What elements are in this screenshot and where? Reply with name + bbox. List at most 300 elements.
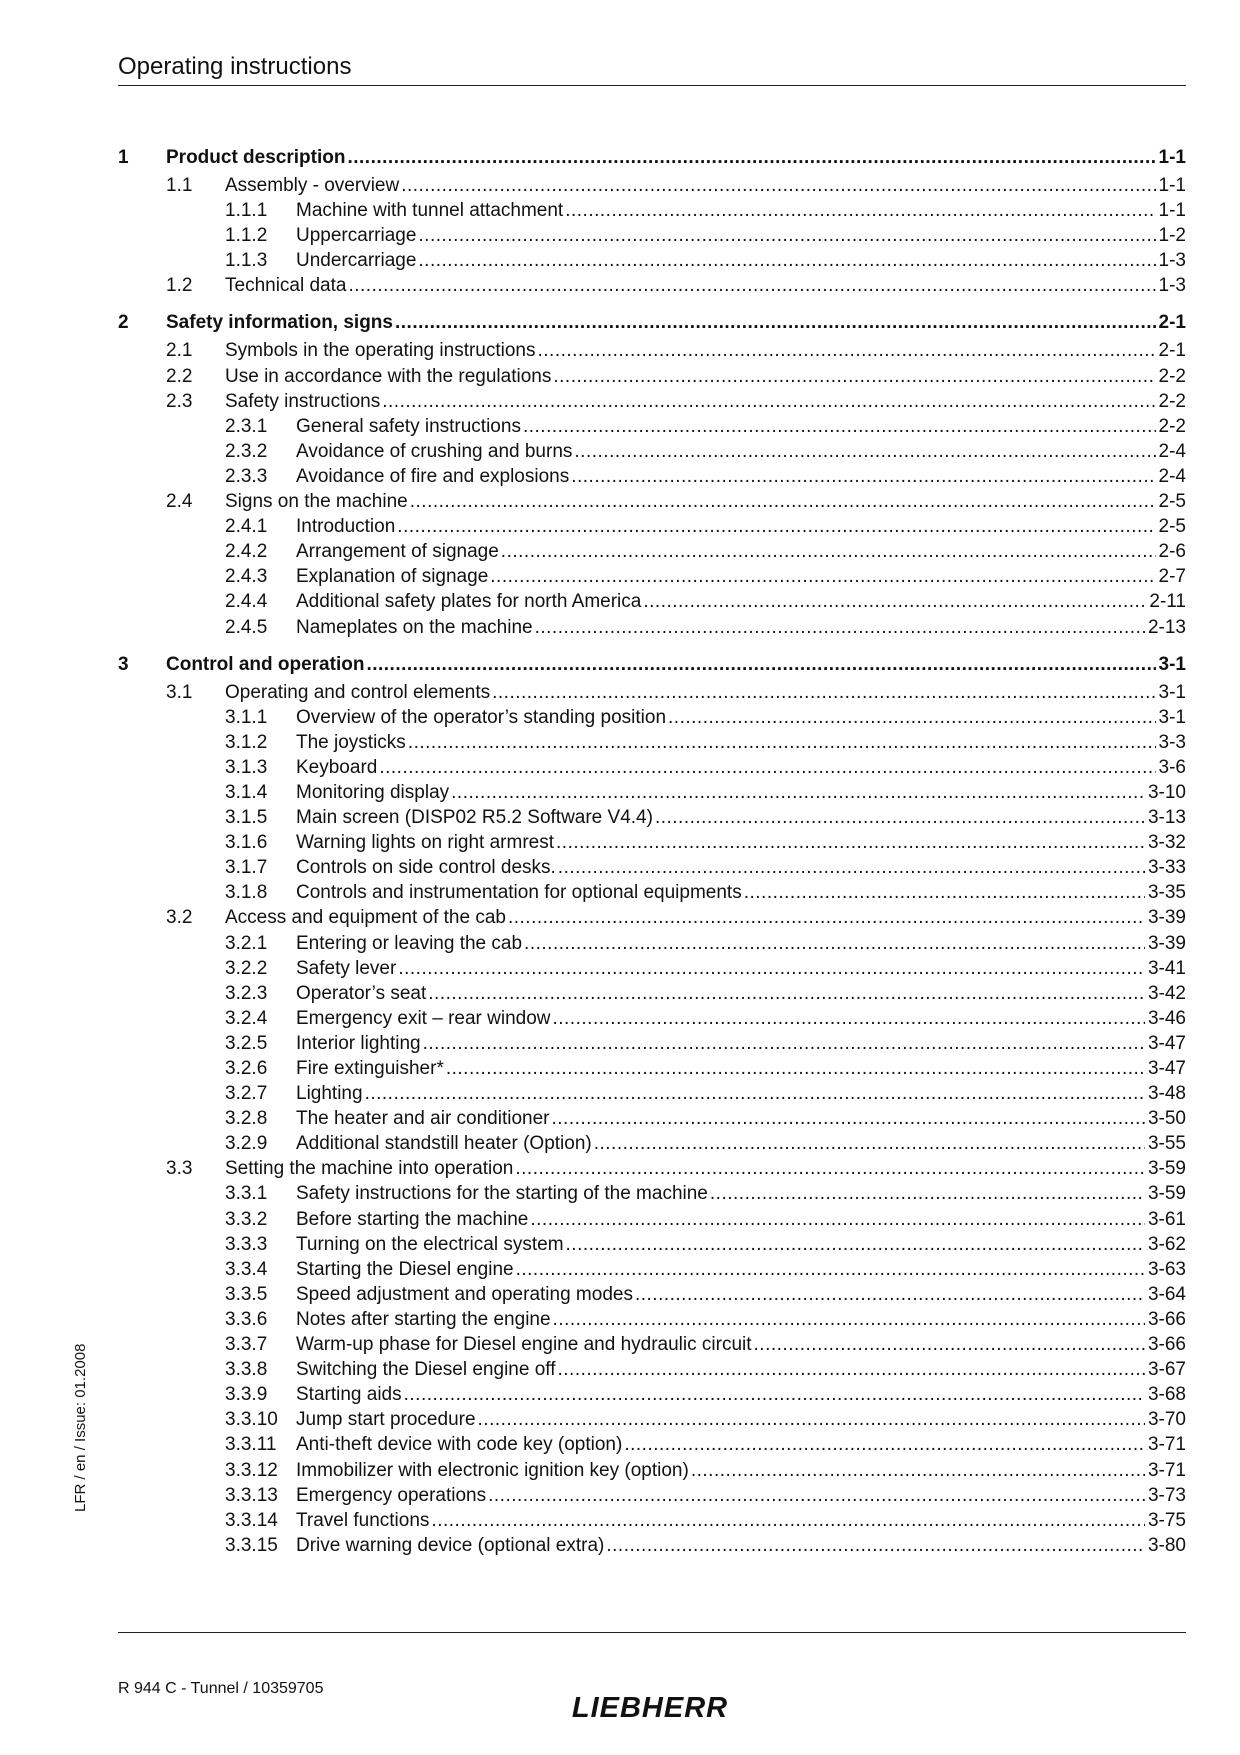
toc-title: Safety instructions xyxy=(225,390,381,412)
toc-entry-line xyxy=(296,1357,1186,1382)
toc-number: 2.4.5 xyxy=(225,616,268,638)
toc-number: 2.3 xyxy=(166,390,193,412)
toc-number: 3 xyxy=(118,653,129,675)
toc-entry-line xyxy=(296,1432,1186,1457)
toc-entry[interactable] xyxy=(118,615,1186,640)
toc-number: 2.4 xyxy=(166,491,193,513)
toc-entry[interactable] xyxy=(118,223,1186,248)
toc-title: Operating and control elements xyxy=(225,681,491,703)
toc-title: Speed adjustment and operating modes xyxy=(296,1283,633,1305)
toc-entry-line xyxy=(296,1458,1186,1483)
toc-dot-leader xyxy=(365,1081,1145,1106)
toc-entry[interactable] xyxy=(118,414,1186,439)
toc-page-number: 3-59 xyxy=(1147,1158,1186,1180)
toc-title: Main screen (DISP02 R5.2 Software V4.4) xyxy=(296,807,653,829)
toc-page-number: 1-3 xyxy=(1158,250,1186,272)
toc-page-number: 3-1 xyxy=(1158,681,1186,703)
toc-page-number: 2-5 xyxy=(1158,516,1186,538)
toc-entry-line xyxy=(296,931,1186,956)
toc-dot-leader xyxy=(401,173,1155,198)
toc-entry-line xyxy=(296,705,1186,730)
toc-title: Signs on the machine xyxy=(225,491,408,513)
toc-number: 3.1.2 xyxy=(225,731,268,753)
toc-title: Keyboard xyxy=(296,756,378,778)
toc-dot-leader xyxy=(556,830,1145,855)
toc-page-number: 3-1 xyxy=(1158,653,1186,675)
toc-dot-leader xyxy=(523,414,1156,439)
toc-page-number: 1-1 xyxy=(1158,200,1186,222)
toc-entry[interactable] xyxy=(118,338,1186,363)
toc-number: 1.1.1 xyxy=(225,200,268,222)
toc-entry-line xyxy=(225,1156,1186,1181)
toc-title: Warning lights on right armrest xyxy=(296,832,555,854)
toc-entry[interactable] xyxy=(118,805,1186,830)
toc-number: 3.1.8 xyxy=(225,882,268,904)
toc-number: 3.3.14 xyxy=(225,1509,278,1531)
toc-number: 2.1 xyxy=(166,340,193,362)
toc-entry[interactable] xyxy=(118,308,1186,338)
toc-page-number: 3-50 xyxy=(1147,1108,1186,1130)
toc-title: Anti-theft device with code key (option) xyxy=(296,1434,623,1456)
toc-entry[interactable] xyxy=(118,1106,1186,1131)
toc-entry[interactable] xyxy=(118,1131,1186,1156)
toc-entry-line xyxy=(296,198,1186,223)
toc-entry-line xyxy=(225,489,1186,514)
toc-entry[interactable] xyxy=(118,489,1186,514)
toc-title: Controls on side control desks. xyxy=(296,857,556,879)
toc-title: Uppercarriage xyxy=(296,225,417,247)
toc-entry-line xyxy=(296,439,1186,464)
toc-number: 1.1 xyxy=(166,175,193,196)
toc-page-number: 3-59 xyxy=(1147,1183,1186,1205)
toc-entry-line xyxy=(296,1307,1186,1332)
toc-title: Emergency operations xyxy=(296,1484,487,1506)
toc-title: Switching the Diesel engine off xyxy=(296,1359,556,1381)
toc-entry-line xyxy=(296,730,1186,755)
toc-page-number: 2-11 xyxy=(1149,591,1186,613)
toc-page-number: 3-68 xyxy=(1147,1384,1186,1406)
toc-page-number: 3-63 xyxy=(1147,1258,1186,1280)
toc-entry[interactable] xyxy=(118,956,1186,981)
toc-entry[interactable] xyxy=(118,564,1186,589)
toc-entry-line xyxy=(296,223,1186,248)
toc-dot-leader xyxy=(397,514,1155,539)
toc-entry-line xyxy=(296,830,1186,855)
toc-dot-leader xyxy=(451,780,1145,805)
liebherr-logo xyxy=(554,1692,746,1722)
toc-entry-line xyxy=(296,248,1186,273)
toc-entry-line xyxy=(296,1056,1186,1081)
toc-entry[interactable] xyxy=(118,1307,1186,1332)
toc-entry-line xyxy=(296,880,1186,905)
toc-number: 2.3.1 xyxy=(225,415,268,437)
toc-entry-line xyxy=(296,464,1186,489)
toc-dot-leader xyxy=(606,1533,1145,1558)
toc-page-number: 2-4 xyxy=(1158,465,1186,487)
toc-dot-leader xyxy=(691,1458,1145,1483)
toc-entry-line xyxy=(296,1181,1186,1206)
toc-number: 3.2.4 xyxy=(225,1007,268,1029)
toc-dot-leader xyxy=(488,1483,1145,1508)
footer-rule xyxy=(118,1632,1186,1633)
toc-page-number: 3-71 xyxy=(1147,1459,1186,1481)
toc-entry[interactable] xyxy=(118,1382,1186,1407)
toc-title: Access and equipment of the cab xyxy=(225,907,506,929)
toc-entry[interactable] xyxy=(118,1156,1186,1181)
toc-page-number: 3-55 xyxy=(1147,1133,1186,1155)
toc-dot-leader xyxy=(553,1006,1145,1031)
toc-page-number: 2-2 xyxy=(1158,415,1186,437)
toc-entry[interactable] xyxy=(118,539,1186,564)
toc-dot-leader xyxy=(382,389,1155,414)
toc-entry-line xyxy=(296,1332,1186,1357)
toc-entry[interactable] xyxy=(118,880,1186,905)
toc-page-number: 3-6 xyxy=(1158,756,1186,778)
toc-number: 3.1.4 xyxy=(225,781,268,803)
toc-entry[interactable] xyxy=(118,705,1186,730)
toc-entry[interactable] xyxy=(118,514,1186,539)
toc-title: General safety instructions xyxy=(296,415,521,437)
toc-entry-line xyxy=(296,414,1186,439)
toc-page-number: 3-67 xyxy=(1147,1359,1186,1381)
toc-entry-line xyxy=(296,615,1186,640)
toc-page-number: 2-1 xyxy=(1158,312,1186,334)
toc-dot-leader xyxy=(594,1131,1145,1156)
toc-entry-line xyxy=(166,650,1186,680)
toc-entry[interactable] xyxy=(118,389,1186,414)
toc-entry[interactable] xyxy=(118,650,1186,680)
toc-page-number: 3-13 xyxy=(1147,807,1186,829)
toc-number: 3.3.6 xyxy=(225,1308,268,1330)
toc-number: 3.1.5 xyxy=(225,807,268,829)
toc-entry[interactable] xyxy=(118,905,1186,930)
toc-title: Starting the Diesel engine xyxy=(296,1258,514,1280)
toc-page-number: 3-39 xyxy=(1147,932,1186,954)
toc-entry[interactable] xyxy=(118,1081,1186,1106)
toc-page-number: 2-2 xyxy=(1158,365,1186,387)
toc-dot-leader xyxy=(571,464,1155,489)
toc-title: Use in accordance with the regulations xyxy=(225,365,552,387)
toc-number: 2.4.2 xyxy=(225,541,268,563)
toc-entry-line xyxy=(296,755,1186,780)
toc-number: 3.1.1 xyxy=(225,706,268,728)
toc-entry-line xyxy=(296,1508,1186,1533)
toc-entry[interactable] xyxy=(118,855,1186,880)
toc-page-number: 3-61 xyxy=(1147,1208,1186,1230)
toc-dot-leader xyxy=(744,880,1145,905)
toc-entry-line xyxy=(296,1031,1186,1056)
toc-number: 1 xyxy=(118,147,129,168)
toc-title: Machine with tunnel attachment xyxy=(296,200,564,222)
toc-number: 2.3.3 xyxy=(225,465,268,487)
toc-dot-leader xyxy=(431,1508,1145,1533)
toc-number: 2.2 xyxy=(166,365,193,387)
toc-number: 3.2.8 xyxy=(225,1108,268,1130)
toc-entry-line xyxy=(166,308,1186,338)
toc-entry-line xyxy=(225,364,1186,389)
toc-entry-line xyxy=(296,1131,1186,1156)
toc-entry[interactable] xyxy=(118,1056,1186,1081)
toc-page-number: 3-66 xyxy=(1147,1308,1186,1330)
toc-entry[interactable] xyxy=(118,464,1186,489)
toc-page-number: 1-3 xyxy=(1158,275,1186,297)
toc-dot-leader xyxy=(552,1106,1145,1131)
toc-dot-leader xyxy=(446,1056,1145,1081)
toc-number: 3.3.13 xyxy=(225,1484,278,1506)
toc-entry-line xyxy=(296,1106,1186,1131)
toc-dot-leader xyxy=(535,615,1145,640)
toc-page-number: 3-47 xyxy=(1147,1058,1186,1079)
toc-number: 3.3.2 xyxy=(225,1208,268,1230)
toc-page-number: 3-47 xyxy=(1147,1032,1186,1054)
toc-entry-line xyxy=(296,1006,1186,1031)
toc-number: 2.4.4 xyxy=(225,591,268,613)
toc-entry[interactable] xyxy=(118,1432,1186,1457)
toc-number: 3.2 xyxy=(166,907,193,929)
toc-entry[interactable] xyxy=(118,1257,1186,1282)
toc-entry-line xyxy=(225,680,1186,705)
toc-dot-leader xyxy=(398,956,1145,981)
toc-entry[interactable] xyxy=(118,1006,1186,1031)
toc-title: Drive warning device (optional extra) xyxy=(296,1534,605,1556)
toc-page-number: 2-2 xyxy=(1158,390,1186,412)
toc-dot-leader xyxy=(418,248,1155,273)
toc-number: 1.2 xyxy=(166,275,193,297)
toc-dot-leader xyxy=(348,273,1155,298)
issue-label: LFR / en / Issue: 01.2008 xyxy=(72,1343,89,1512)
toc-number: 3.3.3 xyxy=(225,1233,268,1255)
toc-title: Safety instructions for the starting of the machine xyxy=(296,1183,708,1205)
toc-title: Undercarriage xyxy=(296,250,417,272)
toc-page-number: 3-46 xyxy=(1147,1007,1186,1029)
toc-title: Additional safety plates for north America xyxy=(296,591,642,613)
toc-entry[interactable] xyxy=(118,439,1186,464)
toc-title: Warm-up phase for Diesel engine and hydraulic circuit xyxy=(296,1334,752,1356)
toc-page-number: 2-5 xyxy=(1158,491,1186,513)
toc-page-number: 2-1 xyxy=(1158,340,1186,362)
toc-dot-leader xyxy=(492,680,1155,705)
toc-page-number: 2-13 xyxy=(1147,616,1186,638)
toc-page-number: 2-4 xyxy=(1158,440,1186,462)
toc-number: 3.3.7 xyxy=(225,1334,268,1356)
toc-title: Immobilizer with electronic ignition key (option) xyxy=(296,1459,689,1481)
toc-title: Controls and instrumentation for optional equipments xyxy=(296,882,742,904)
toc-entry[interactable] xyxy=(118,1407,1186,1432)
toc-page-number: 3-75 xyxy=(1147,1509,1186,1531)
toc-number: 3.2.9 xyxy=(225,1133,268,1155)
toc-entry-line xyxy=(296,805,1186,830)
toc-entry[interactable] xyxy=(118,143,1186,173)
toc-entry-line xyxy=(296,564,1186,589)
toc-dot-leader xyxy=(754,1332,1145,1357)
toc-entry[interactable] xyxy=(118,755,1186,780)
toc-number: 1.1.3 xyxy=(225,250,268,272)
toc-page-number: 3-64 xyxy=(1147,1283,1186,1305)
toc-title: Emergency exit – rear window xyxy=(296,1007,551,1029)
toc-dot-leader xyxy=(530,1207,1145,1232)
page-title: Operating instructions xyxy=(118,53,352,80)
toc-dot-leader xyxy=(404,1382,1145,1407)
table-of-contents xyxy=(118,143,1186,1558)
toc-entry[interactable] xyxy=(118,589,1186,614)
toc-title: Product description xyxy=(166,147,346,168)
toc-entry-line xyxy=(296,1232,1186,1257)
toc-title: Control and operation xyxy=(166,653,365,675)
toc-title: Nameplates on the machine xyxy=(296,616,533,638)
toc-page-number: 3-33 xyxy=(1147,857,1186,879)
toc-page-number: 3-39 xyxy=(1147,907,1186,929)
toc-entry[interactable] xyxy=(118,730,1186,755)
toc-entry[interactable] xyxy=(118,1181,1186,1206)
toc-entry-line xyxy=(296,1483,1186,1508)
toc-entry[interactable] xyxy=(118,1508,1186,1533)
toc-page-number: 3-66 xyxy=(1147,1334,1186,1356)
toc-entry[interactable] xyxy=(118,1357,1186,1382)
toc-dot-leader xyxy=(668,705,1156,730)
toc-title: Before starting the machine xyxy=(296,1208,529,1230)
toc-page-number: 3-70 xyxy=(1147,1409,1186,1431)
toc-page-number: 1-2 xyxy=(1158,225,1186,247)
toc-entry[interactable] xyxy=(118,1458,1186,1483)
toc-title: Explanation of signage xyxy=(296,566,489,588)
toc-dot-leader xyxy=(710,1181,1145,1206)
toc-number: 3.1.6 xyxy=(225,832,268,854)
toc-number: 1.1.2 xyxy=(225,225,268,247)
toc-entry[interactable] xyxy=(118,830,1186,855)
toc-title: Avoidance of crushing and burns xyxy=(296,440,573,462)
toc-entry[interactable] xyxy=(118,1031,1186,1056)
toc-dot-leader xyxy=(624,1432,1145,1457)
toc-entry-line xyxy=(225,905,1186,930)
toc-entry-line xyxy=(296,855,1186,880)
toc-title: Introduction xyxy=(296,516,396,538)
toc-page-number: 3-62 xyxy=(1147,1233,1186,1255)
toc-dot-leader xyxy=(538,338,1156,363)
toc-dot-leader xyxy=(501,539,1156,564)
toc-number: 3.3 xyxy=(166,1158,193,1180)
toc-entry[interactable] xyxy=(118,1332,1186,1357)
toc-page-number: 3-10 xyxy=(1147,781,1186,803)
toc-number: 3.3.10 xyxy=(225,1409,278,1431)
toc-entry-line xyxy=(296,1407,1186,1432)
toc-entry-line xyxy=(166,143,1186,173)
toc-title: Overview of the operator’s standing position xyxy=(296,706,667,728)
toc-entry-line xyxy=(296,1081,1186,1106)
toc-number: 3.2.7 xyxy=(225,1083,268,1105)
toc-dot-leader xyxy=(508,905,1145,930)
toc-entry[interactable] xyxy=(118,1533,1186,1558)
toc-dot-leader xyxy=(574,439,1155,464)
toc-number: 3.2.3 xyxy=(225,982,268,1004)
toc-entry-line xyxy=(296,514,1186,539)
toc-dot-leader xyxy=(553,364,1155,389)
toc-page-number: 3-41 xyxy=(1147,957,1186,979)
toc-dot-leader xyxy=(565,198,1155,223)
toc-page-number: 3-48 xyxy=(1147,1083,1186,1105)
toc-page-number: 1-1 xyxy=(1158,147,1186,168)
header-rule xyxy=(118,85,1186,86)
toc-entry-line xyxy=(296,539,1186,564)
toc-dot-leader xyxy=(428,981,1145,1006)
toc-page-number: 3-32 xyxy=(1147,832,1186,854)
toc-entry-line xyxy=(225,173,1186,198)
toc-title: Assembly - overview xyxy=(225,175,400,196)
toc-page-number: 2-6 xyxy=(1158,541,1186,563)
toc-dot-leader xyxy=(516,1257,1145,1282)
toc-number: 3.3.12 xyxy=(225,1459,278,1481)
toc-dot-leader xyxy=(395,308,1156,338)
toc-entry[interactable] xyxy=(118,273,1186,298)
toc-entry[interactable] xyxy=(118,780,1186,805)
logo-text: LIEBHERR xyxy=(571,1692,729,1722)
toc-dot-leader xyxy=(655,805,1145,830)
toc-number: 3.3.15 xyxy=(225,1534,278,1556)
toc-page-number: 3-71 xyxy=(1147,1434,1186,1456)
toc-entry-line xyxy=(296,1257,1186,1282)
toc-title: Safety lever xyxy=(296,957,397,979)
toc-dot-leader xyxy=(408,730,1156,755)
toc-title: Additional standstill heater (Option) xyxy=(296,1133,592,1155)
toc-entry-line xyxy=(296,1382,1186,1407)
toc-entry[interactable] xyxy=(118,931,1186,956)
toc-number: 3.2.1 xyxy=(225,932,268,954)
toc-dot-leader xyxy=(379,755,1155,780)
toc-entry[interactable] xyxy=(118,1483,1186,1508)
toc-dot-leader xyxy=(558,855,1145,880)
toc-entry-line xyxy=(225,389,1186,414)
toc-title: Turning on the electrical system xyxy=(296,1233,564,1255)
toc-entry[interactable] xyxy=(118,680,1186,705)
toc-entry[interactable] xyxy=(118,981,1186,1006)
toc-entry[interactable] xyxy=(118,1207,1186,1232)
toc-number: 3.1 xyxy=(166,681,193,703)
toc-number: 3.3.5 xyxy=(225,1283,268,1305)
toc-title: Symbols in the operating instructions xyxy=(225,340,536,362)
toc-number: 2.4.3 xyxy=(225,566,268,588)
toc-entry-line xyxy=(296,1533,1186,1558)
toc-entry-line xyxy=(296,589,1186,614)
toc-title: Interior lighting xyxy=(296,1032,421,1054)
toc-dot-leader xyxy=(524,931,1145,956)
toc-dot-leader xyxy=(423,1031,1145,1056)
toc-title: Avoidance of fire and explosions xyxy=(296,465,570,487)
toc-entry[interactable] xyxy=(118,173,1186,198)
toc-title: Travel functions xyxy=(296,1509,430,1531)
toc-number: 3.1.3 xyxy=(225,756,268,778)
toc-entry[interactable] xyxy=(118,364,1186,389)
toc-number: 3.2.5 xyxy=(225,1032,268,1054)
toc-entry-line xyxy=(296,1282,1186,1307)
toc-entry-line xyxy=(296,956,1186,981)
toc-number: 2.4.1 xyxy=(225,516,268,538)
toc-number: 3.3.8 xyxy=(225,1359,268,1381)
toc-title: Arrangement of signage xyxy=(296,541,499,563)
toc-entry[interactable] xyxy=(118,198,1186,223)
toc-page-number: 3-1 xyxy=(1158,706,1186,728)
toc-entry[interactable] xyxy=(118,1282,1186,1307)
toc-dot-leader xyxy=(418,223,1155,248)
toc-dot-leader xyxy=(635,1282,1145,1307)
toc-dot-leader xyxy=(490,564,1155,589)
toc-title: Monitoring display xyxy=(296,781,450,803)
toc-entry[interactable] xyxy=(118,248,1186,273)
toc-number: 3.3.4 xyxy=(225,1258,268,1280)
toc-title: Notes after starting the engine xyxy=(296,1308,551,1330)
toc-entry[interactable] xyxy=(118,1232,1186,1257)
document-number: R 944 C - Tunnel / 10359705 xyxy=(118,1680,324,1697)
toc-number: 2.3.2 xyxy=(225,440,268,462)
toc-entry-line xyxy=(225,273,1186,298)
